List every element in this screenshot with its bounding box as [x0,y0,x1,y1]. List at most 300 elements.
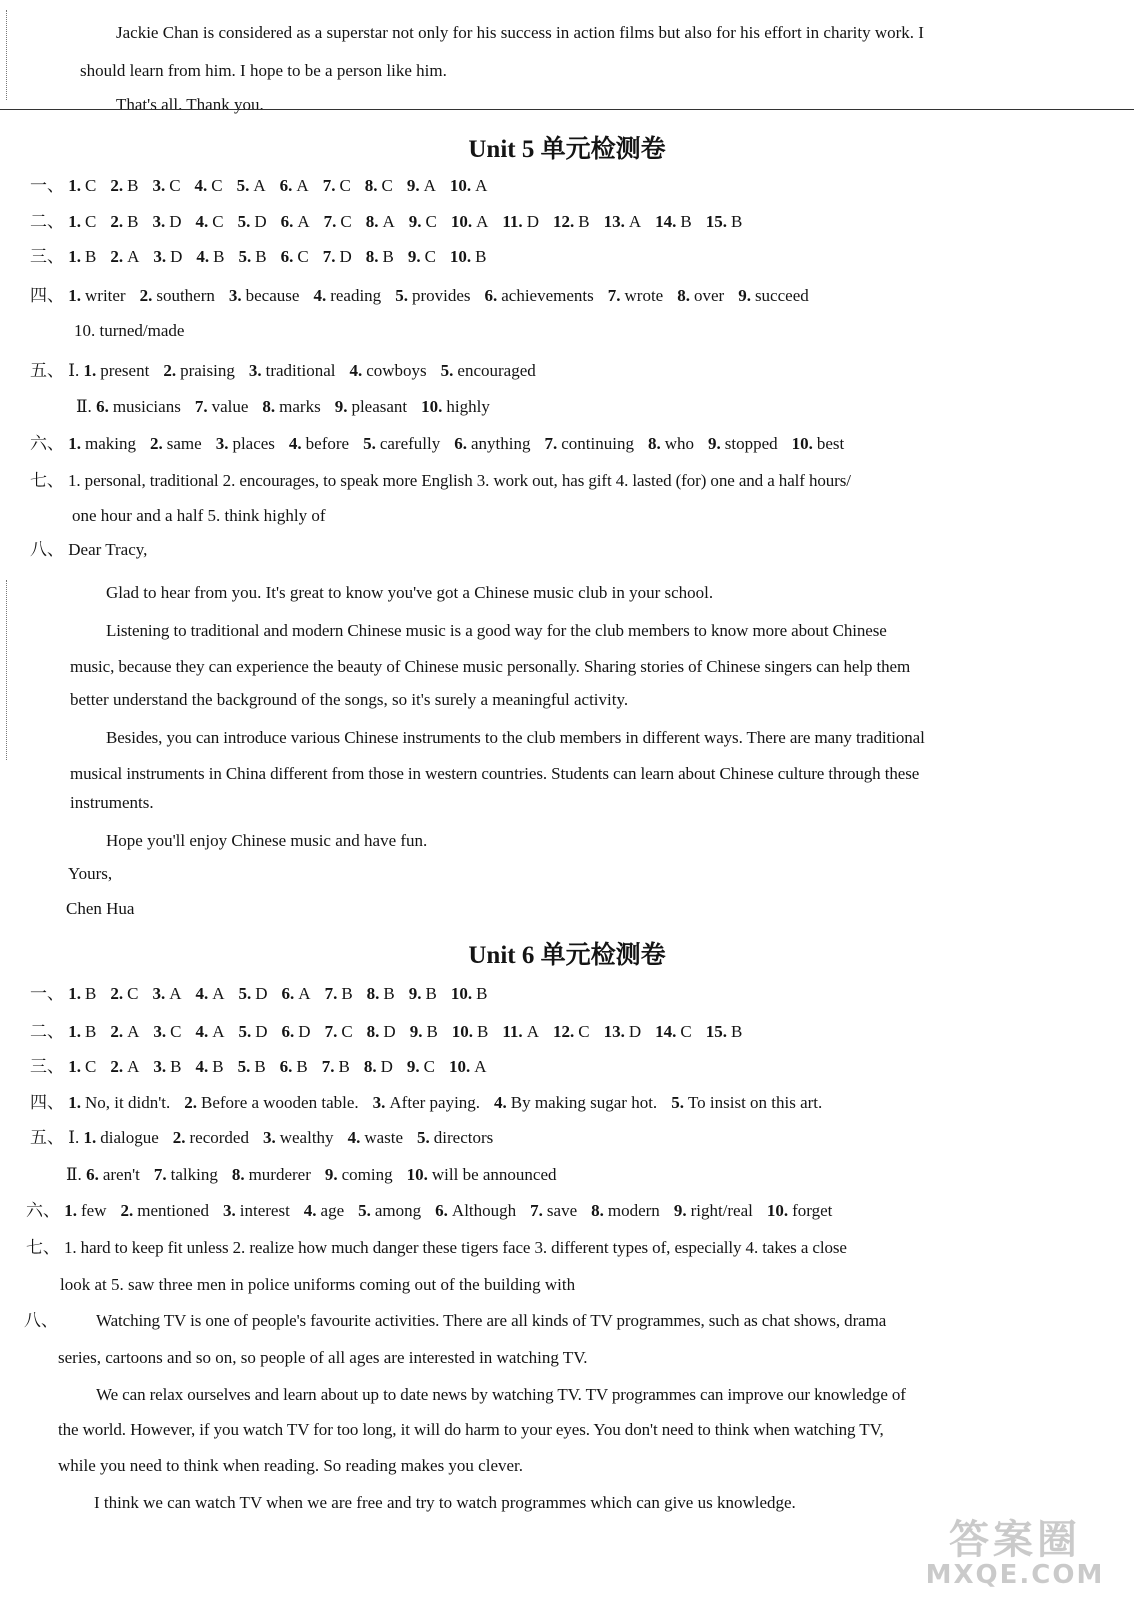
answer-value: among [374,1201,422,1220]
answer-value: making [85,434,136,453]
answer-value: A [169,984,182,1003]
part-label: Ⅰ. [68,361,80,380]
answer-item [304,1201,344,1220]
answer-value: A [253,176,266,195]
answer-item [708,434,778,453]
answer-number: 13. [603,212,625,231]
answer-item [502,212,539,231]
answer-item [83,1128,158,1147]
answer-value: B [212,1057,224,1076]
answer-value: mentioned [137,1201,209,1220]
answer-number: 1. [68,176,81,195]
answer-number: 2. [184,1093,197,1112]
answer-item [282,984,311,1003]
answer-item [767,1201,833,1220]
answer-item [417,1128,493,1147]
answer-value: B [477,1022,489,1041]
answer-item [238,1057,266,1076]
answer-value: D [169,212,182,231]
answer-value: B [296,1057,308,1076]
answer-number: 3. [152,984,166,1003]
answer-number: 5. [358,1201,371,1220]
answer-item [367,984,395,1003]
answer-value: B [170,1057,182,1076]
answer-item [435,1201,516,1220]
answer-value: To insist on this art. [687,1093,823,1112]
answer-item [451,984,488,1003]
answer-value: musicians [112,397,181,416]
answer-value: B [127,212,139,231]
answer-number: 2. [110,247,124,266]
answer-value: A [212,1022,225,1041]
answer-item [68,247,96,266]
answer-item [152,984,181,1003]
section-label: 七、 [26,1238,60,1257]
answer-number: 8. [363,1057,377,1076]
answer-number: 3. [215,434,229,453]
binding-margin-dots [6,10,7,100]
answer-number: 13. [603,1022,625,1041]
answer-item [366,247,394,266]
answer-number: 14. [655,212,677,231]
answer-number: 9. [673,1201,687,1220]
answer-value: D [526,212,539,231]
answer-item [196,247,224,266]
answer-number: 1. [68,1093,81,1112]
answer-list [68,1093,836,1112]
answer-number: 9. [408,212,422,231]
answer-number: 14. [655,1022,677,1041]
answer-item [484,286,593,305]
top-closing-line: That's all. Thank you. [116,95,264,114]
answer-number: 4. [195,1057,209,1076]
answer-number: 10. [450,212,473,231]
answer-item [239,984,268,1003]
answer-item [83,361,149,380]
answer-item [110,1057,139,1076]
answer-item [494,1093,657,1112]
answer-list [68,984,501,1003]
answer-value: right/real [690,1201,753,1220]
answer-value: provides [411,286,471,305]
unit5-section-1 [30,175,501,197]
answer-value: A [127,247,140,266]
section-label: 六、 [26,1201,60,1220]
answer-number: 6. [484,286,498,305]
unit6-section-6 [26,1200,846,1222]
answer-value: traditional [265,361,336,380]
answer-number: 11. [502,212,523,231]
answer-value: D [339,247,352,266]
answer-number: 8. [365,212,379,231]
answer-item [450,247,487,266]
answer-value: Although [451,1201,517,1220]
answer-list [68,1022,756,1041]
answer-number: 9. [407,247,421,266]
answer-value: B [255,247,267,266]
answer-item [110,984,138,1003]
answer-value: D [255,984,268,1003]
section-divider [0,109,1134,110]
answer-item [677,286,724,305]
answer-number: 3. [152,176,166,195]
answer-value: A [423,176,436,195]
unit5-section-8 [30,539,147,561]
answer-item [671,1093,822,1112]
answer-value: A [212,984,225,1003]
answer-item [449,1057,487,1076]
answer-item [289,434,349,453]
answer-item [452,1022,489,1041]
answer-value: B [425,984,437,1003]
answer-value: C [425,212,437,231]
section-label: 四、 [30,286,64,305]
answer-item [313,286,381,305]
answer-number: 7. [324,984,338,1003]
answer-value: After paying. [389,1093,481,1112]
answer-number: 1. [64,1201,77,1220]
binding-margin-dots [6,580,7,760]
section-label: 三、 [30,1057,64,1076]
answer-number: 1. [68,247,81,266]
answer-number: 6. [435,1201,448,1220]
answer-value: A [298,984,311,1003]
answer-value: D [383,1022,396,1041]
answer-number: 7. [322,247,336,266]
answer-value: D [170,247,183,266]
answer-number: 2. [163,361,177,380]
answer-number: 8. [365,247,379,266]
unit6-section-7-continued: look at 5. saw three men in police uniforms coming out of the building with [60,1275,576,1294]
answer-item [648,434,694,453]
essay-line: while you need to think when reading. So reading makes you clever. [58,1456,524,1475]
answer-number: 5. [238,247,252,266]
answer-item [325,1022,353,1041]
unit5-section-7 [30,470,851,492]
answer-number: 2. [139,286,153,305]
answer-item [110,247,139,266]
answer-item [553,212,590,231]
answer-value: waste [364,1128,404,1147]
answer-number: 9. [708,434,721,453]
unit6-section-7 [26,1237,847,1259]
answer-number: 9. [408,984,422,1003]
answer-value: A [476,212,489,231]
answer-value: A [475,176,488,195]
answer-value: C [340,212,352,231]
answer-item [96,397,181,416]
essay-line: music, because they can experience the beauty of Chinese music personally. Sharing stories of Chinese singers can help them [70,657,911,676]
section-label: 一、 [30,176,64,195]
section-label: 八、 [24,1311,58,1330]
section-label: 二、 [30,212,64,231]
answer-number: 8. [677,286,690,305]
answer-value: A [297,212,310,231]
answer-number: 5. [236,176,250,195]
answer-value: C [297,247,309,266]
answer-item [324,212,352,231]
answer-item [223,1201,290,1220]
answer-item [450,176,488,195]
answer-value: C [169,176,181,195]
answer-value: C [381,176,393,195]
answer-number: 5. [238,1022,252,1041]
answer-item [366,212,395,231]
section-label: 五、 [30,1128,64,1147]
answer-list [68,212,756,231]
answer-number: 4. [313,286,327,305]
answer-number: 4. [196,247,210,266]
answer-number: 1. [83,1128,97,1147]
answer-number: 10. [448,1057,471,1076]
answer-item [282,1022,311,1041]
answer-item [608,286,663,305]
answer-value: B [341,984,353,1003]
part-label: Ⅱ. [76,397,92,416]
top-paragraph-line: Jackie Chan is considered as a superstar not only for his success in action films but also for his effort in charity work. I [116,23,924,42]
answer-number: 10. [406,1165,428,1184]
answer-value: C [127,984,139,1003]
answer-item [545,434,634,453]
answer-value: dialogue [100,1128,159,1147]
answer-item [358,1201,421,1220]
answer-item [173,1128,249,1147]
answer-value: B [85,247,97,266]
answer-number: 9. [334,397,348,416]
answer-value: continuing [561,434,634,453]
answer-number: 6. [454,434,467,453]
part-label: Ⅱ. [66,1165,82,1184]
answer-value: B [730,212,743,231]
answer-value: D [254,212,267,231]
answer-item [604,212,642,231]
answer-number: 8. [591,1201,604,1220]
answer-number: 3. [153,247,167,266]
answer-value: No, it didn't. [85,1093,171,1112]
essay-line: better understand the background of the songs, so it's surely a meaningful activity. [70,690,629,709]
answer-item [239,1022,268,1041]
unit5-section-4 [30,285,823,307]
answer-number: 6. [96,397,109,416]
essay-line: Listening to traditional and modern Chinese music is a good way for the club members to know more about Chinese [106,621,887,640]
answer-item [86,1165,140,1184]
section-label: 四、 [30,1093,64,1112]
answer-item [152,176,180,195]
watermark-domain: MXQE.COM [925,1560,1105,1590]
answer-number: 2. [150,434,163,453]
answer-number: 8. [262,397,276,416]
answer-number: 10. [421,397,443,416]
answer-value: achievements [501,286,594,305]
answer-number: 1. [68,984,81,1003]
answer-item [591,1201,660,1220]
answer-value: C [170,1022,182,1041]
answer-item [195,176,223,195]
answer-number: 1. [68,212,81,231]
answer-value: murderer [248,1165,311,1184]
answer-number: 10. [791,434,813,453]
answer-value: C [680,1022,692,1041]
answer-value: B [476,984,488,1003]
answer-item [706,212,743,231]
answer-number: 9. [406,176,420,195]
answer-number: 6. [279,176,293,195]
answer-value: C [211,176,223,195]
unit6-section-3 [30,1056,501,1078]
answer-item [184,1093,358,1112]
answer-item [454,434,530,453]
answer-number: 4. [288,434,302,453]
answer-list [83,361,549,380]
answer-value: present [100,361,150,380]
letter-greeting: Dear Tracy, [68,540,148,559]
answer-item [195,984,224,1003]
section-label: 七、 [30,471,64,490]
answer-value: aren't [102,1165,140,1184]
answer-item [110,176,138,195]
answer-value: C [578,1022,590,1041]
answer-value: A [127,1022,140,1041]
answer-number: 15. [705,212,727,231]
answer-item [553,1022,590,1041]
answer-item [216,434,275,453]
answer-number: 4. [195,1022,209,1041]
answer-list [68,176,501,195]
section-label: 二、 [30,1022,64,1041]
answer-item [363,434,440,453]
answer-value: marks [279,397,321,416]
answer-item [348,1128,403,1147]
answer-number: 4. [194,176,208,195]
unit5-title: Unit 5 单元检测卷 [468,136,666,163]
watermark-logo-text: 答案圈 [949,1517,1081,1563]
essay-line: series, cartoons and so on, so people of all ages are interested in watching TV. [58,1348,588,1367]
unit6-section-8 [24,1310,58,1332]
letter-closing: Yours, [68,864,113,883]
answer-value: C [341,1022,353,1041]
answer-item [395,286,470,305]
answer-item [407,176,436,195]
answer-number: 7. [530,1201,543,1220]
answer-item [195,1022,224,1041]
essay-line: musical instruments in China different from those in western countries. Students can learn about Chinese culture through these [70,764,920,783]
answer-number: 1. [68,1022,81,1041]
answer-list [68,247,500,266]
answer-number: 8. [364,176,378,195]
answer-value: stopped [724,434,778,453]
answer-item [280,176,309,195]
answer-item [163,361,235,380]
answer-item [68,212,96,231]
answer-item [64,1201,106,1220]
answer-item [335,397,407,416]
answer-number: 3. [228,286,242,305]
answer-value: will be announced [431,1165,557,1184]
answer-number: 5. [417,1128,430,1147]
answer-item [152,212,181,231]
answer-value: D [628,1022,642,1041]
answer-value: C [85,1057,97,1076]
site-watermark [920,1518,1110,1588]
answer-value: B [426,1022,438,1041]
answer-number: 6. [281,984,295,1003]
answer-value: B [254,1057,266,1076]
answer-item [195,397,249,416]
answer-number: 3. [153,1022,167,1041]
answer-number: 7. [322,176,336,195]
answer-value: D [380,1057,393,1076]
essay-line: Hope you'll enjoy Chinese music and have fun. [106,831,428,850]
answer-number: 5. [237,212,251,231]
part-label: Ⅰ. [68,1128,80,1147]
unit6-title: Unit 6 单元检测卷 [468,942,666,969]
answer-item [408,247,436,266]
answer-value: B [85,984,97,1003]
unit5-section-7-continued: one hour and a half 5. think highly of [72,506,326,525]
answer-value: before [305,434,350,453]
answer-number: 6. [280,247,294,266]
section-label: 八、 [30,540,64,559]
answer-value: anything [471,434,531,453]
answer-item [502,1022,539,1041]
answer-number: 5. [671,1093,684,1112]
unit6-section-5-part-2 [66,1164,571,1186]
answer-item [323,176,351,195]
answer-number: 3. [248,361,262,380]
answer-item [195,212,223,231]
answer-item [281,212,310,231]
answer-value: writer [85,286,126,305]
answer-item [655,212,692,231]
answer-number: 4. [347,1128,361,1147]
answer-item [349,361,426,380]
answer-item [706,1022,743,1041]
answer-number: 4. [494,1093,507,1112]
answer-number: 8. [231,1165,245,1184]
answer-number: 5. [237,1057,251,1076]
answer-list [64,1201,846,1220]
answer-value: reading [330,286,382,305]
answer-value: directors [433,1128,494,1147]
answer-value: B [382,247,394,266]
essay-line: Watching TV is one of people's favourite activities. There are all kinds of TV programmes, such as chat shows, drama [96,1311,887,1330]
answer-number: 11. [502,1022,523,1041]
answer-number: 1. [68,286,81,305]
answer-value: C [424,247,436,266]
answer-value: value [211,397,249,416]
answer-item [110,212,138,231]
answer-number: 4. [349,361,363,380]
answer-item [140,286,215,305]
answer-item [322,1057,350,1076]
unit5-section-3 [30,246,501,268]
answer-value: forget [792,1201,833,1220]
answer-number: 2. [110,984,124,1003]
unit6-section-5-part-1 [30,1127,507,1149]
unit6-section-4 [30,1092,836,1114]
answer-number: 2. [172,1128,186,1147]
answer-number: 7. [323,212,337,231]
unit6-section-2 [30,1021,756,1043]
answer-item [364,1057,393,1076]
answer-item [68,434,136,453]
answer-number: 5. [440,361,454,380]
answer-list [68,286,823,305]
answer-value: A [628,212,642,231]
answer-number: 7. [607,286,621,305]
answer-item [323,247,352,266]
answer-item [674,1201,753,1220]
